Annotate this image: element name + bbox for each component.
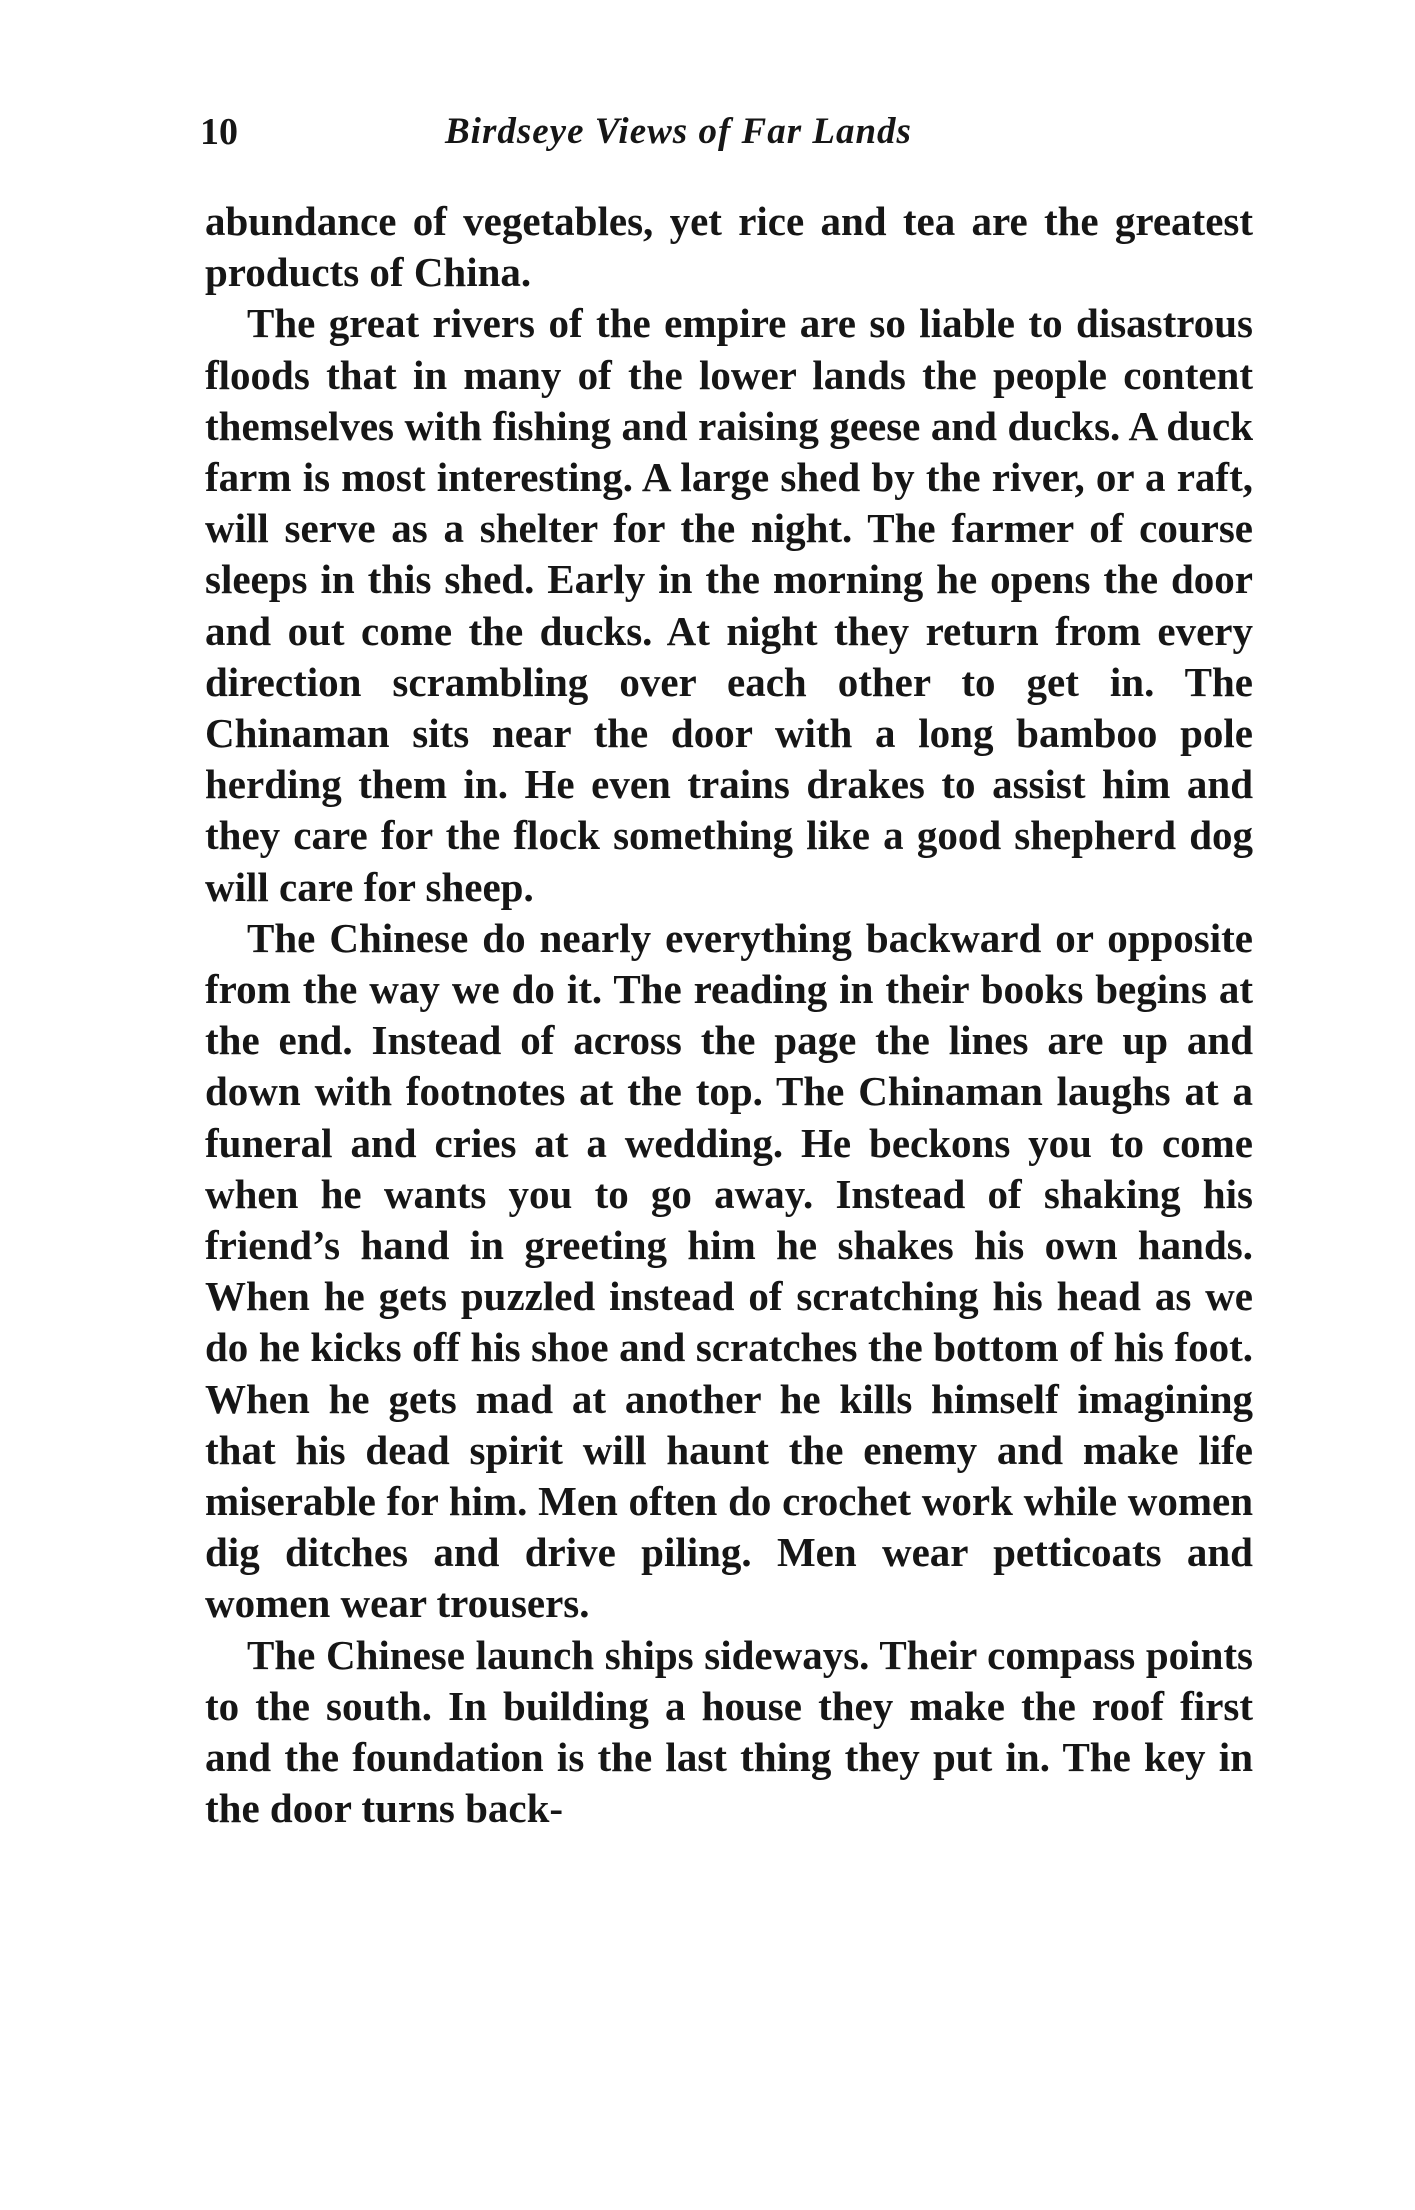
page-number: 10 bbox=[200, 111, 238, 153]
page-header bbox=[200, 102, 1260, 162]
paragraph-duck-farm: The great rivers of the empire are so liable to disastrous floods that in many of the lower lands the people content themselves with fishing and raising geese and ducks. A duck farm is most interesting. A large shed by the river, or a raft, will serve as a shelter for the night. The farmer of course sleeps in this shed. Early in the morning he opens the door and out come the ducks. At night they return from every direction scrambling over each other to get in. The Chinaman sits near the door with a long bamboo pole herding them in. He even trains drakes to assist him and they care for the flock something like a good shepherd dog will care for sheep. bbox=[205, 300, 1253, 910]
body-text bbox=[205, 196, 1253, 1835]
paragraph-backward-customs: The Chinese do nearly everything backward or opposite from the way we do it. The reading in their books begins at the end. Instead of across the page the lines are up and down with footnotes at the top. The Chinaman laughs at a funeral and cries at a wedding. He beckons you to come when he wants you to go away. Instead of shaking his friend’s hand in greeting him he shakes his own hands. When he gets puzzled instead of scratching his head as we do he kicks off his shoe and scratches the bottom of his foot. When he gets mad at another he kills himself imagining that his dead spirit will haunt the enemy and make life miserable for him. Men often do crochet work while women dig ditches and drive piling. Men wear petticoats and women wear trousers. bbox=[205, 914, 1253, 1627]
running-title: Birdseye Views of Far Lands bbox=[445, 111, 912, 152]
paragraph-continuation: abundance of vegetables, yet rice and tea are the greatest products of China. bbox=[205, 198, 1253, 296]
paragraph-ships-sideways: The Chinese launch ships sideways. Their compass points to the south. In building a house they make the roof first and the foundation is the last thing they put in. The key in the door turns back- bbox=[205, 1631, 1253, 1832]
